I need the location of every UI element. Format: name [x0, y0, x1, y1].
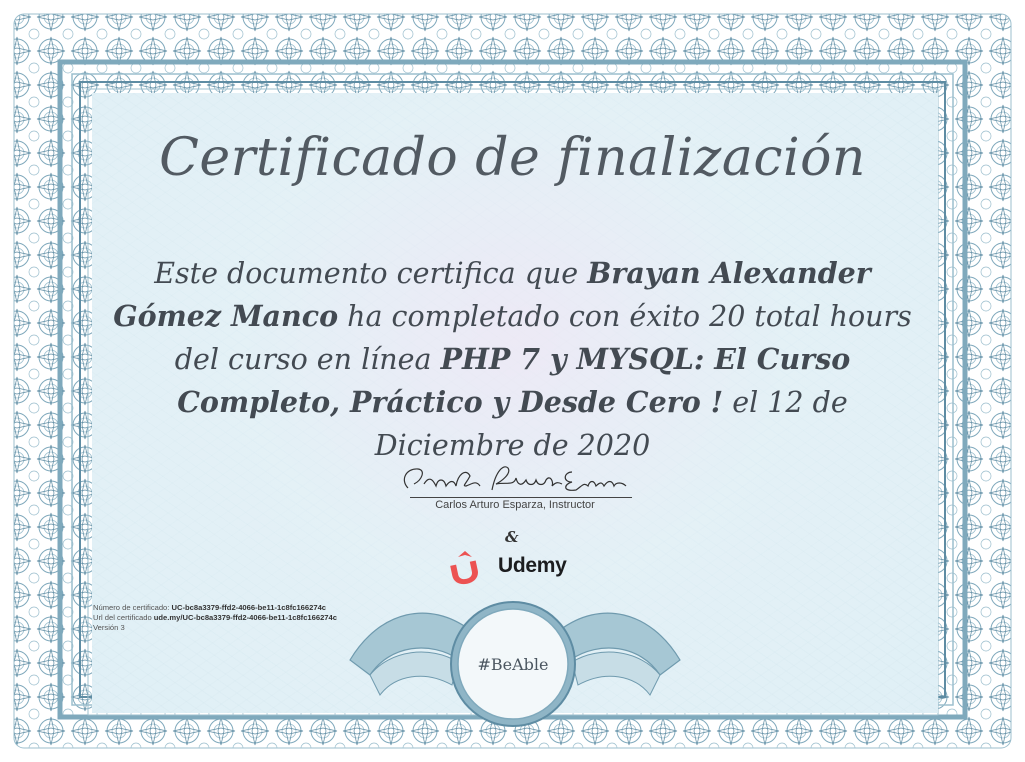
certificate-number: UC-bc8a3379-ffd2-4066-be11-1c8fc166274c: [171, 603, 327, 612]
completion-date: el 12 de Diciembre de 2020: [374, 386, 848, 462]
udemy-wordmark: Udemy: [498, 554, 567, 577]
certificate-url-label: Url del certificado: [93, 613, 154, 622]
ampersand: &: [505, 528, 519, 546]
certificate-version: Versión 3: [93, 623, 125, 632]
beable-seal-text: #BeAble: [477, 654, 549, 674]
certificate-body: [105, 252, 920, 467]
instructor-signature: [396, 460, 636, 500]
body-mid: ha completado con éxito 20 total hours del curso en línea: [174, 300, 912, 376]
instructor-name: Carlos Arturo Esparza, Instructor: [435, 499, 595, 511]
certificate-metadata: [93, 603, 337, 633]
body-intro: Este documento certifica que: [154, 257, 588, 290]
signature-line: [410, 497, 632, 498]
student-name: Brayan Alexander Gómez Manco: [113, 256, 871, 333]
course-name: PHP 7 y MYSQL: El Curso Completo, Práctico y Desde Cero !: [177, 342, 851, 419]
udemy-u-icon: [448, 547, 492, 585]
certificate-title: Certificado de finalización: [159, 128, 866, 188]
certificate-url-row: [93, 613, 337, 623]
certificate-url[interactable]: ude.my/UC-bc8a3379-ffd2-4066-be11-1c8fc166274c: [153, 613, 337, 622]
certificate-number-label: Número de certificado:: [93, 603, 172, 612]
certificate-number-row: [93, 603, 337, 613]
udemy-logo: [448, 547, 567, 585]
